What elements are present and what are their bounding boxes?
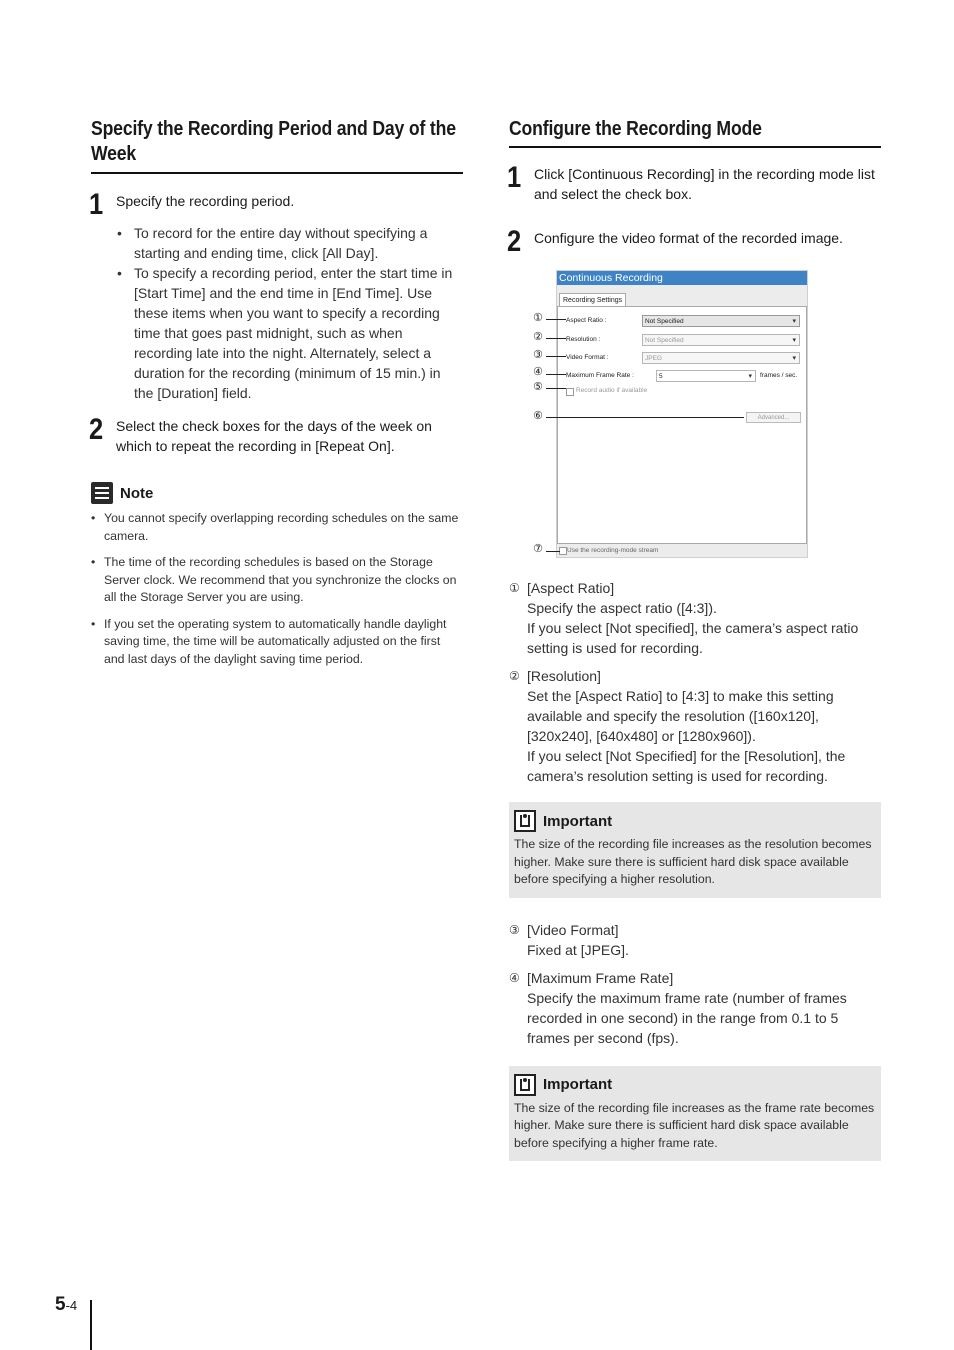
right-column bbox=[509, 116, 881, 1161]
frame-rate-unit: frames / sec. bbox=[760, 372, 798, 379]
step-number: 1 bbox=[89, 188, 104, 221]
frame-rate-select[interactable]: 5 ▾ bbox=[656, 370, 756, 382]
callout-line bbox=[546, 338, 566, 339]
dialog-panel bbox=[557, 306, 807, 544]
list-item: • To record for the entire day without specifying a starting and ending time, click [All Day]. bbox=[116, 223, 463, 263]
list-item: • If you set the operating system to automatically handle daylight saving time, the time will be automatically adjusted on the first and last days of the daylight saving time period. bbox=[91, 616, 463, 669]
frame-rate-label: Maximum Frame Rate : bbox=[566, 372, 634, 379]
item-frame-rate bbox=[509, 968, 881, 1048]
item-line: Specify the aspect ratio ([4:3]). bbox=[527, 600, 717, 616]
advanced-button[interactable]: Advanced... bbox=[746, 412, 801, 423]
item-marker: ③ bbox=[509, 922, 520, 937]
callout-line bbox=[546, 374, 566, 375]
right-section-header bbox=[509, 116, 881, 148]
aspect-ratio-select[interactable]: Not Specified ▾ bbox=[642, 315, 800, 327]
item-line: If you select [Not specified], the camera’s aspect ratio setting is used for recording. bbox=[527, 620, 859, 656]
step-text: Configure the video format of the recorded image. bbox=[534, 230, 843, 246]
callout-line bbox=[546, 319, 566, 320]
right-step-2 bbox=[507, 225, 881, 258]
step-bullets bbox=[116, 223, 463, 403]
right-section-title: Configure the Recording Mode bbox=[509, 117, 762, 140]
note-list bbox=[91, 510, 463, 668]
page-number-rule bbox=[90, 1300, 92, 1350]
recording-stream-label: Use the recording-mode stream bbox=[567, 547, 659, 554]
left-column bbox=[91, 116, 463, 677]
item-marker: ② bbox=[509, 669, 520, 683]
recording-stream-checkbox[interactable] bbox=[559, 547, 567, 555]
callout-7: ⑦ bbox=[533, 543, 543, 555]
step-number: 1 bbox=[507, 161, 522, 194]
step-number: 2 bbox=[89, 413, 104, 446]
item-line: If you select [Not Specified] for the [Resolution], the camera’s resolution setting is used for recording. bbox=[527, 748, 846, 784]
right-step-1 bbox=[507, 161, 881, 204]
item-title: [Resolution] bbox=[527, 668, 601, 684]
resolution-select[interactable]: Not Specified ▾ bbox=[642, 334, 800, 346]
list-item: • You cannot specify overlapping recording schedules on the same camera. bbox=[91, 510, 463, 545]
item-title: [Aspect Ratio] bbox=[527, 580, 615, 596]
aspect-ratio-label: Aspect Ratio : bbox=[566, 317, 607, 324]
important-heading bbox=[514, 810, 875, 832]
callout-4: ④ bbox=[533, 366, 543, 378]
page-number bbox=[55, 1294, 77, 1316]
callout-line bbox=[546, 551, 560, 552]
item-marker: ④ bbox=[509, 970, 520, 985]
item-line: Specify the maximum frame rate (number of frames recorded in one second) in the range from 0.1 to 5 frames per second (fps). bbox=[527, 989, 847, 1046]
callout-6: ⑥ bbox=[533, 410, 543, 422]
chapter-number: 5 bbox=[55, 1294, 66, 1315]
item-line: Fixed at [JPEG]. bbox=[527, 941, 629, 958]
item-aspect-ratio bbox=[509, 578, 881, 658]
item-title: [Maximum Frame Rate] bbox=[527, 969, 674, 986]
record-audio-checkbox[interactable] bbox=[566, 388, 574, 396]
list-item: • The time of the recording schedules is based on the Storage Server clock. We recommend that you synchronize the clocks on all the Storage Server you are using. bbox=[91, 554, 463, 607]
important-box-resolution bbox=[509, 802, 881, 898]
important-heading-text: Important bbox=[543, 1076, 613, 1093]
callout-line bbox=[546, 356, 566, 357]
tab-recording-settings[interactable]: Recording Settings bbox=[559, 293, 626, 307]
item-title: [Video Format] bbox=[527, 921, 619, 938]
list-item: • To specify a recording period, enter the start time in [Start Time] and the end time in [End Time]. Use these items when you want to specify a recording time that goes past midnight, such as when recording late into the night. Alternately, select a duration for the recording (minimum of 15 min.) in the [Duration] field. bbox=[116, 263, 463, 403]
item-resolution bbox=[509, 666, 881, 786]
important-text: The size of the recording file increases as the resolution becomes higher. Make sure there is sufficient hard disk space available before specifying a higher resolution. bbox=[514, 837, 872, 886]
step-text: Specify the recording period. bbox=[116, 193, 295, 209]
left-step-1 bbox=[89, 188, 463, 403]
video-format-select[interactable]: JPEG ▾ bbox=[642, 352, 800, 364]
callout-1: ① bbox=[533, 312, 543, 324]
continuous-recording-dialog bbox=[556, 270, 808, 558]
note-section bbox=[91, 482, 463, 668]
note-heading bbox=[91, 482, 463, 504]
resolution-label: Resolution : bbox=[566, 336, 601, 343]
left-section-title: Specify the Recording Period and Day of the Week bbox=[91, 117, 456, 165]
callout-2: ② bbox=[533, 331, 543, 343]
callout-line bbox=[546, 417, 744, 418]
left-step-2 bbox=[89, 413, 463, 456]
important-icon bbox=[514, 810, 536, 832]
important-heading bbox=[514, 1074, 875, 1096]
left-section-header bbox=[91, 116, 463, 174]
important-icon bbox=[514, 1074, 536, 1096]
item-video-format bbox=[509, 920, 881, 960]
page-suffix: -4 bbox=[65, 1298, 78, 1313]
callout-line bbox=[546, 388, 566, 389]
step-text: Select the check boxes for the days of the week on which to repeat the recording in [Repeat On]. bbox=[116, 418, 432, 454]
step-number: 2 bbox=[507, 225, 522, 258]
note-heading-text: Note bbox=[120, 484, 154, 502]
record-audio-label: Record audio if available bbox=[576, 387, 648, 394]
important-text: The size of the recording file increases as the frame rate becomes higher. Make sure there is sufficient hard disk space available before specifying a higher frame rate. bbox=[514, 1100, 875, 1150]
note-icon bbox=[91, 482, 113, 504]
important-heading-text: Important bbox=[543, 812, 613, 830]
item-line: Set the [Aspect Ratio] to [4:3] to make this setting available and specify the resolution ([160x120], [320x240], [640x480] or [1280x960]). bbox=[527, 688, 834, 744]
dialog-figure bbox=[509, 270, 881, 556]
video-format-label: Video Format : bbox=[566, 354, 609, 361]
step-text: Click [Continuous Recording] in the recording mode list and select the check box. bbox=[534, 166, 875, 202]
callout-3: ③ bbox=[533, 349, 543, 361]
important-box-frame-rate bbox=[509, 1066, 881, 1162]
callout-5: ⑤ bbox=[533, 381, 543, 393]
dialog-title: Continuous Recording bbox=[557, 271, 807, 285]
item-marker: ① bbox=[509, 581, 520, 595]
